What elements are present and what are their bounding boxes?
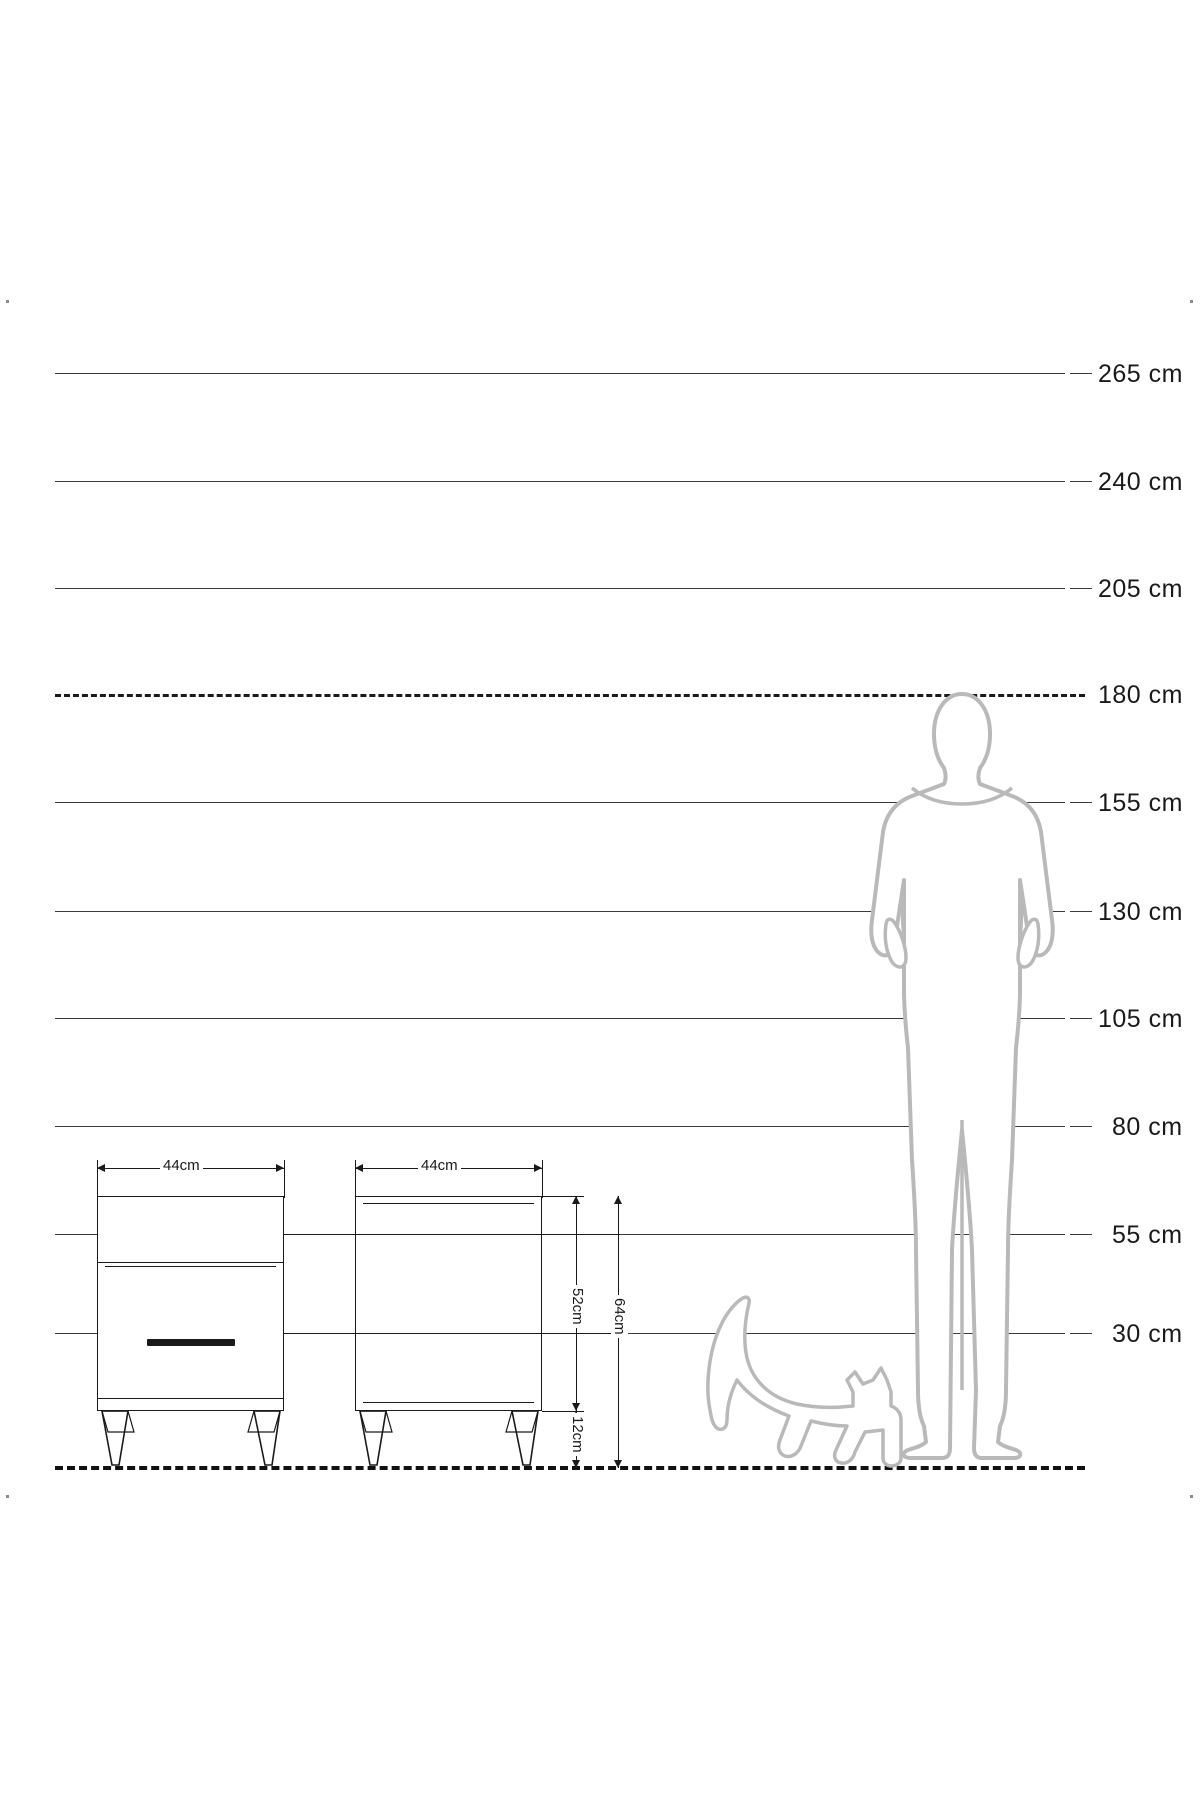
scale-label-105: 105 cm: [1098, 1005, 1183, 1033]
height-52-arrow-top: [572, 1196, 580, 1204]
height-52-label: 52cm: [569, 1285, 586, 1328]
right-width-ext-right: [542, 1160, 543, 1198]
scale-line-240: [55, 481, 1065, 482]
left-nightstand-drawer-bottom: [97, 1398, 284, 1399]
height-52-arrow-bottom: [572, 1403, 580, 1411]
left-nightstand-shelf-line: [97, 1262, 284, 1263]
left-width-arrow-end: [276, 1164, 284, 1172]
left-nightstand-legs: [94, 1410, 289, 1472]
left-width-ext-left: [97, 1160, 98, 1198]
right-nightstand-top-edge: [363, 1203, 534, 1204]
left-nightstand-handle: [147, 1339, 235, 1346]
height-52-ext-top: [542, 1196, 584, 1197]
corner-mark-top-left: [6, 300, 9, 303]
left-nightstand-body: [97, 1196, 284, 1411]
projection-line-cabinet-30: [284, 1333, 620, 1334]
scale-tick-105: [1070, 1018, 1092, 1019]
scale-line-205: [55, 588, 1065, 589]
height-64-arrow-bottom: [614, 1460, 622, 1468]
height-64-arrow-top: [614, 1196, 622, 1204]
height-12-arrow-bottom: [572, 1460, 580, 1468]
projection-line-cabinet-top-55: [284, 1234, 620, 1235]
right-nightstand-bottom-edge: [363, 1402, 534, 1403]
height-64-label: 64cm: [611, 1295, 628, 1338]
left-width-ext-right: [284, 1160, 285, 1198]
right-width-arrow-start: [355, 1164, 363, 1172]
scale-label-55: 55 cm: [1112, 1221, 1183, 1249]
corner-mark-bottom-left: [6, 1495, 9, 1498]
scale-tick-30: [1070, 1333, 1092, 1334]
scale-tick-265: [1070, 373, 1092, 374]
person-silhouette: [862, 690, 1062, 1470]
right-width-label: 44cm: [418, 1157, 461, 1174]
scale-label-265: 265 cm: [1098, 360, 1183, 388]
corner-mark-top-right: [1190, 300, 1193, 303]
scale-tick-55: [1070, 1234, 1092, 1235]
scale-label-130: 130 cm: [1098, 898, 1183, 926]
left-nightstand-shelf-edge: [105, 1266, 276, 1267]
scale-tick-240: [1070, 481, 1092, 482]
scale-label-180: 180 cm: [1098, 681, 1183, 709]
scale-tick-205: [1070, 588, 1092, 589]
scale-label-205: 205 cm: [1098, 575, 1183, 603]
scale-tick-80: [1070, 1126, 1092, 1127]
scale-tick-155: [1070, 802, 1092, 803]
scale-label-240: 240 cm: [1098, 468, 1183, 496]
right-width-ext-left: [355, 1160, 356, 1198]
scale-tick-130: [1070, 911, 1092, 912]
right-nightstand-body: [355, 1196, 542, 1411]
scale-label-80: 80 cm: [1112, 1113, 1183, 1141]
right-width-arrow-end: [534, 1164, 542, 1172]
scale-label-155: 155 cm: [1098, 789, 1183, 817]
height-12-label: 12cm: [569, 1413, 586, 1456]
scale-line-265: [55, 373, 1065, 374]
corner-mark-bottom-right: [1190, 1495, 1193, 1498]
left-width-label: 44cm: [160, 1157, 203, 1174]
left-width-arrow-start: [97, 1164, 105, 1172]
scale-label-30: 30 cm: [1112, 1320, 1183, 1348]
right-nightstand-legs: [352, 1410, 547, 1472]
